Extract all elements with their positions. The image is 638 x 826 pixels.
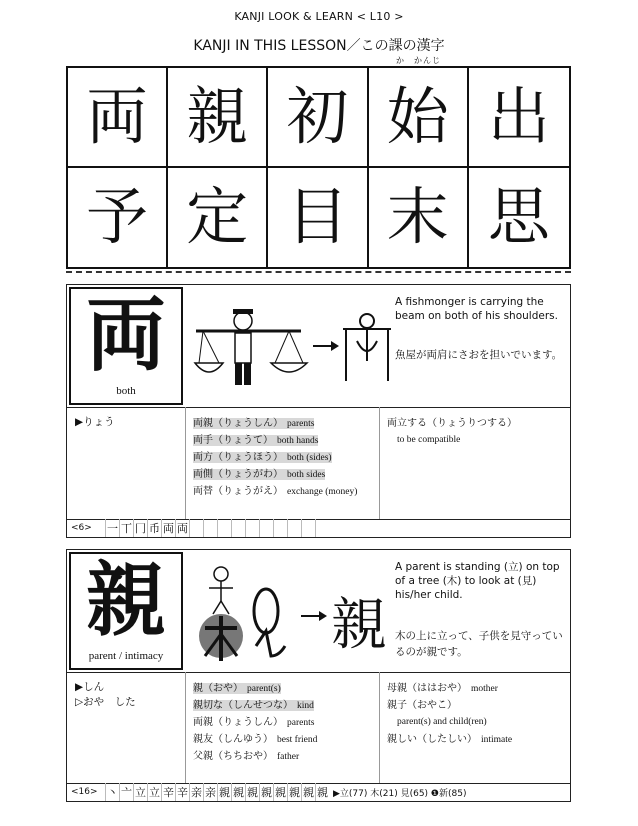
component-refs: ▶立(77) 木(21) 見(65) ❶新(85) — [333, 788, 467, 799]
vocab-meaning: mother — [471, 684, 498, 694]
stroke-order — [67, 783, 570, 801]
vocab-word: 親（おや） parent(s) — [193, 683, 281, 694]
reading-kun: ▷おや した — [75, 696, 136, 708]
kanji-cell: 親 — [168, 68, 268, 168]
vocab-meaning: intimate — [481, 735, 513, 745]
kanji-cell: 予 — [68, 168, 168, 268]
kanji-card — [66, 284, 571, 538]
stroke-order — [67, 519, 570, 537]
lesson-title: KANJI IN THIS LESSON／この課の漢字 — [193, 38, 445, 54]
vocab-list-left — [193, 680, 317, 765]
vocab-word: 両方（りょうほう） both (sides) — [193, 452, 332, 463]
stroke-step: 丶 — [105, 783, 119, 801]
fishmonger-illustration — [191, 291, 391, 401]
kanji-cell: 始 — [369, 68, 469, 168]
lesson-kanji-grid — [66, 66, 571, 269]
stroke-step: 両 — [161, 519, 175, 537]
stroke-step: 亠 — [119, 783, 133, 801]
stroke-step: 辛 — [161, 783, 175, 801]
vocab-word: 両替（りょうがえ） exchange (money) — [193, 486, 358, 497]
story-english: A fishmonger is carrying the beam on both of his shoulders. — [395, 296, 558, 322]
stroke-step: 币 — [147, 519, 161, 537]
page-header: KANJI LOOK & LEARN < L10 > — [234, 10, 404, 23]
vocab-word: 親友（しんゆう） best friend — [193, 734, 318, 745]
kanji-cell: 目 — [268, 168, 368, 268]
stroke-step: 丅 — [119, 519, 133, 537]
vocab-word: 両親（りょうしん） parents — [193, 418, 315, 429]
vocab-word: 両側（りょうがわ） both sides — [193, 469, 326, 480]
stroke-step: 親 — [217, 783, 231, 801]
divider — [379, 672, 380, 783]
stroke-step: 亲 — [203, 783, 217, 801]
kanji-large: 両 — [86, 288, 166, 382]
stroke-step: 親 — [273, 783, 287, 801]
kanji-cell: 初 — [268, 68, 368, 168]
stroke-step: 辛 — [175, 783, 189, 801]
stroke-blank — [231, 519, 245, 537]
stroke-blank — [315, 519, 329, 537]
divider — [185, 672, 186, 783]
story-japanese: 木の上に立って、子供を見守っているのが親です。 — [395, 630, 563, 658]
stroke-step: 親 — [287, 783, 301, 801]
stroke-step: 立 — [147, 783, 161, 801]
cut-line — [66, 271, 571, 273]
stroke-count: <6> — [71, 523, 92, 533]
stroke-blank — [217, 519, 231, 537]
parent-on-tree-illustration — [191, 556, 391, 666]
kanji-cell: 末 — [369, 168, 469, 268]
stroke-blank — [259, 519, 273, 537]
vocab-meaning: to be compatible — [397, 435, 461, 445]
kanji-meaning: parent / intimacy — [88, 650, 164, 662]
kanji-cell: 定 — [168, 168, 268, 268]
stroke-step: 立 — [133, 783, 147, 801]
stroke-step: 親 — [231, 783, 245, 801]
kanji-box — [69, 287, 183, 405]
stroke-step: 親 — [245, 783, 259, 801]
stroke-blank — [301, 519, 315, 537]
vocab-list-right — [387, 680, 512, 748]
story-english: A parent is standing (立) on top of a tree (木) to look at (見) his/her child. — [395, 561, 560, 601]
stroke-step: 親 — [315, 783, 329, 801]
reading-on: ▶りょう — [75, 416, 115, 428]
story-japanese: 魚屋が両肩にさおを担いでいます。 — [395, 349, 563, 361]
stroke-step: 両 — [175, 519, 189, 537]
vocab-meaning: parent(s) and child(ren) — [397, 717, 487, 727]
svg-text:親: 親 — [331, 593, 387, 658]
kanji-cell: 出 — [469, 68, 569, 168]
stroke-step: 冂 — [133, 519, 147, 537]
vocab-word: 父親（ちちおや） father — [193, 751, 300, 762]
stroke-blank — [189, 519, 203, 537]
kanji-cell: 思 — [487, 180, 550, 254]
furigana: か かんじ — [396, 56, 441, 65]
kanji-meaning: both — [116, 385, 136, 397]
vocab-word: 親切な（しんせつな） kind — [193, 700, 314, 711]
kanji-large: 親 — [86, 553, 166, 647]
vocab-word: 親しい（したしい） — [387, 734, 477, 745]
stroke-step: 親 — [301, 783, 315, 801]
reading-on: ▶しん — [75, 681, 105, 693]
kanji-cell: 両 — [68, 68, 168, 168]
divider — [67, 672, 570, 673]
vocab-word: 母親（ははおや） — [387, 683, 467, 694]
divider — [379, 407, 380, 519]
vocab-word: 両立する（りょうりつする） — [387, 418, 517, 429]
stroke-blank — [273, 519, 287, 537]
readings — [75, 680, 136, 710]
stroke-count: <16> — [71, 787, 98, 797]
stroke-blank — [287, 519, 301, 537]
stroke-blank — [245, 519, 259, 537]
vocab-list-left — [193, 415, 357, 500]
kanji-card — [66, 549, 571, 802]
vocab-word: 両手（りょうて） both hands — [193, 435, 319, 446]
stroke-blank — [203, 519, 217, 537]
stroke-step: 親 — [259, 783, 273, 801]
divider — [185, 407, 186, 519]
stroke-step: 亲 — [189, 783, 203, 801]
stroke-step: 一 — [105, 519, 119, 537]
divider — [67, 407, 570, 408]
kanji-box — [69, 552, 183, 670]
vocab-list-right — [387, 415, 517, 449]
vocab-word: 両親（りょうしん） parents — [193, 717, 315, 728]
vocab-word: 親子（おやこ） — [387, 700, 457, 711]
